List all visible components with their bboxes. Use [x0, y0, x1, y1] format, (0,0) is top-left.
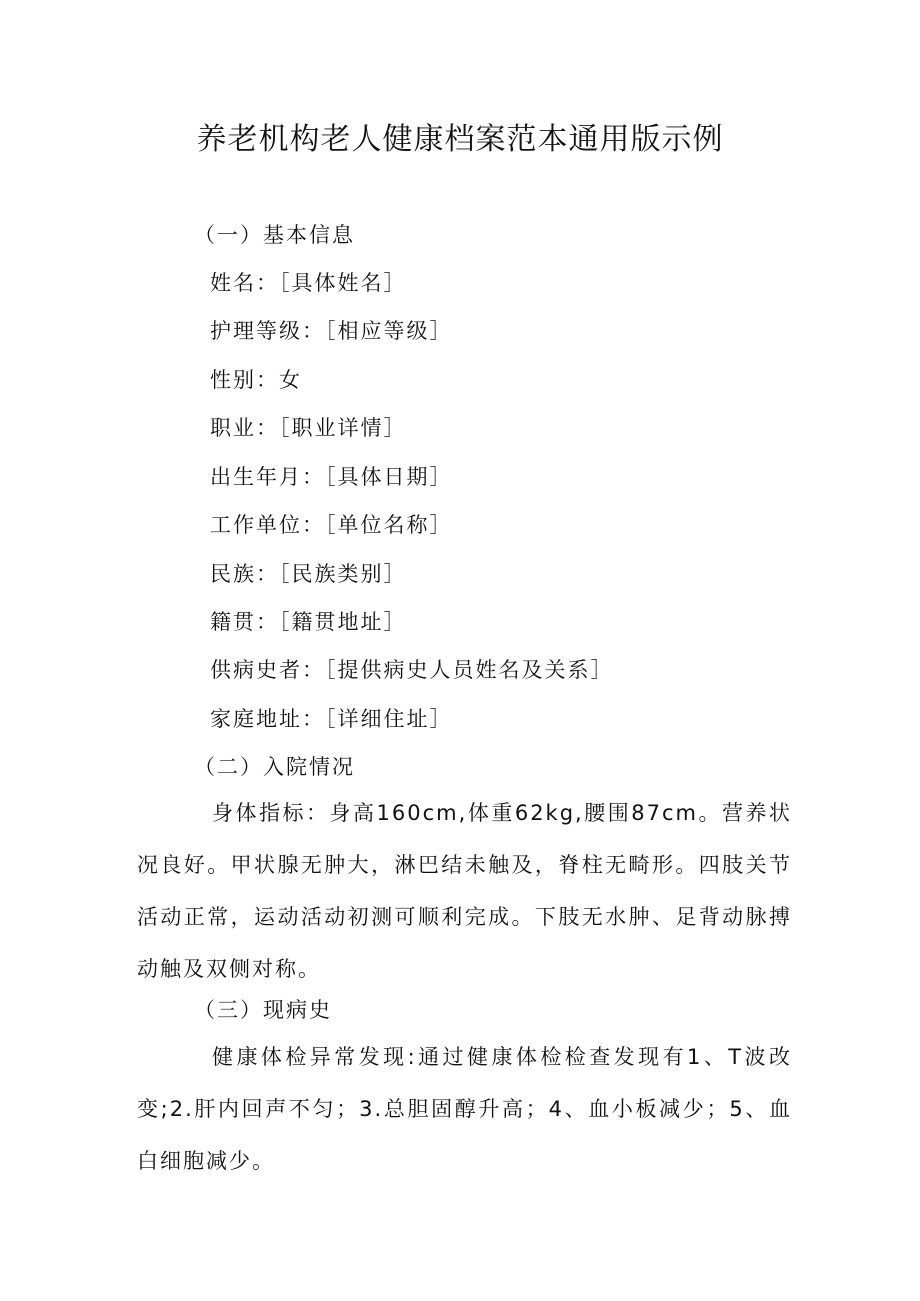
- field-value: ［民族类别］: [279, 562, 407, 586]
- field-care-level: [210, 315, 453, 345]
- field-value: ［具体姓名］: [279, 271, 407, 295]
- field-value: ［提供病史人员姓名及关系］: [325, 658, 614, 682]
- field-label: 民族：: [210, 562, 279, 586]
- field-history-provider: [210, 654, 614, 684]
- section-heading-basic-info: （一）基本信息: [194, 223, 355, 247]
- field-value: ［单位名称］: [325, 513, 453, 537]
- field-value: ［籍贯地址］: [279, 610, 407, 634]
- field-value: ［详细住址］: [325, 707, 453, 731]
- document-title: 养老机构老人健康档案范本通用版示例: [196, 122, 724, 157]
- field-label: 姓名：: [210, 271, 279, 295]
- field-label: 性别：: [210, 368, 279, 392]
- field-home-address: [210, 703, 453, 733]
- field-label: 护理等级：: [210, 319, 325, 343]
- field-label: 供病史者：: [210, 658, 325, 682]
- field-label: 工作单位：: [210, 513, 325, 537]
- field-gender: [210, 364, 302, 394]
- field-value: ［职业详情］: [279, 416, 407, 440]
- field-label: 籍贯：: [210, 610, 279, 634]
- field-label: 家庭地址：: [210, 707, 325, 731]
- field-value: ［相应等级］: [325, 319, 453, 343]
- section-heading-admission: （二）入院情况: [194, 755, 355, 779]
- field-employer: [210, 509, 453, 539]
- field-native-place: [210, 606, 407, 636]
- field-label: 职业：: [210, 416, 279, 440]
- field-name: [210, 267, 407, 297]
- section-heading-present-illness: （三）现病史: [194, 998, 332, 1022]
- field-ethnicity: [210, 558, 407, 588]
- field-birth-date: [210, 461, 453, 491]
- field-value: ［具体日期］: [325, 465, 453, 489]
- present-illness-paragraph: 健康体检异常发现:通过健康体检检查发现有1、T波改变;2.肝内回声不匀；3.总胆固醇升高；4、血小板减少；5、血白细胞减少。: [137, 1045, 792, 1173]
- admission-paragraph: 身体指标：身高160cm,体重62kg,腰围87cm。营养状况良好。甲状腺无肿大，淋巴结未触及，脊柱无畸形。四肢关节活动正常，运动活动初测可顺利完成。下肢无水肿、足背动脉搏动触及双侧对称。: [137, 801, 792, 981]
- field-label: 出生年月：: [210, 465, 325, 489]
- field-value: 女: [279, 368, 302, 392]
- field-occupation: [210, 412, 407, 442]
